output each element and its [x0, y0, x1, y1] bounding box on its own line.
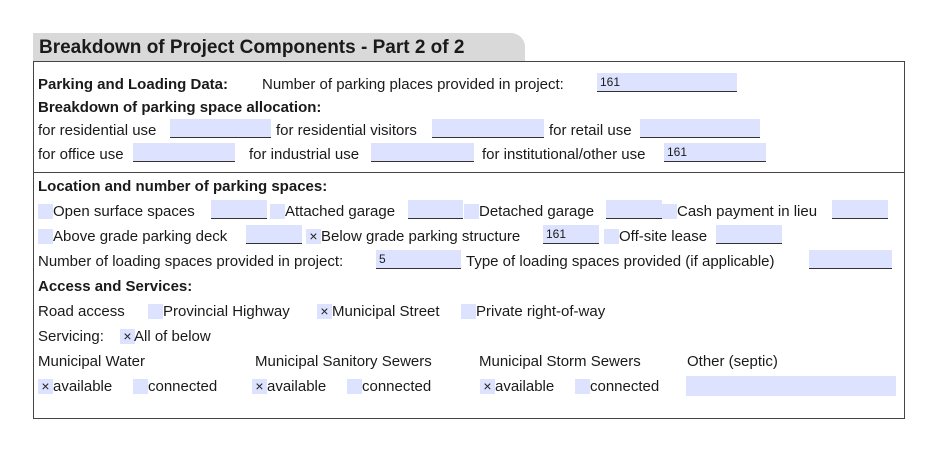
- detached-garage-checkbox[interactable]: [464, 204, 479, 219]
- storm-connected-label: connected: [590, 378, 660, 395]
- offsite-checkbox[interactable]: [604, 229, 619, 244]
- storm-available-label: available: [495, 378, 555, 395]
- below-grade-label: Below grade parking structure: [321, 228, 521, 245]
- location-heading: Location and number of parking spaces:: [38, 178, 328, 195]
- sanitary-available-label: available: [267, 378, 327, 395]
- office-field[interactable]: [133, 143, 235, 162]
- water-available-checkbox[interactable]: ×: [38, 379, 53, 394]
- servicing-label: Servicing:: [38, 328, 104, 345]
- cash-in-lieu-checkbox[interactable]: [662, 204, 677, 219]
- detached-garage-field[interactable]: [606, 200, 662, 219]
- industrial-label: for industrial use: [249, 146, 360, 163]
- sanitary-sewers-label: Municipal Sanitory Sewers: [255, 353, 432, 370]
- open-surface-checkbox[interactable]: [38, 204, 53, 219]
- open-surface-label: Open surface spaces: [53, 203, 195, 220]
- res-visitors-field[interactable]: [432, 119, 544, 138]
- private-row-label: Private right-of-way: [476, 303, 606, 320]
- provincial-highway-checkbox[interactable]: [148, 304, 163, 319]
- other-septic-label: Other (septic): [687, 353, 778, 370]
- parking-places-label: Number of parking places provided in project:: [262, 76, 564, 93]
- private-row-checkbox[interactable]: [461, 304, 476, 319]
- office-label: for office use: [38, 146, 124, 163]
- parking-heading: Parking and Loading Data:: [38, 76, 229, 93]
- loading-field[interactable]: 5: [376, 250, 461, 269]
- attached-garage-checkbox[interactable]: [270, 204, 285, 219]
- residential-field[interactable]: [170, 119, 271, 138]
- attached-garage-label: Attached garage: [285, 203, 396, 220]
- below-grade-field[interactable]: 161: [543, 225, 599, 244]
- municipal-water-label: Municipal Water: [38, 353, 145, 370]
- below-grade-checkbox[interactable]: ×: [306, 229, 321, 244]
- loading-type-label: Type of loading spaces provided (if applicable): [466, 253, 775, 270]
- other-septic-field[interactable]: [686, 376, 896, 396]
- access-heading: Access and Services:: [38, 278, 193, 295]
- retail-label: for retail use: [549, 122, 632, 139]
- all-below-checkbox[interactable]: ×: [120, 329, 135, 344]
- storm-available-checkbox[interactable]: ×: [480, 379, 495, 394]
- municipal-street-checkbox[interactable]: ×: [317, 304, 332, 319]
- allocation-heading: Breakdown of parking space allocation:: [38, 99, 322, 116]
- industrial-field[interactable]: [371, 143, 474, 162]
- institutional-field[interactable]: 161: [664, 143, 766, 162]
- parking-places-field[interactable]: 161: [597, 73, 737, 92]
- residential-label: for residential use: [38, 122, 157, 139]
- cash-in-lieu-label: Cash payment in lieu: [677, 203, 818, 220]
- storm-connected-checkbox[interactable]: [575, 379, 590, 394]
- road-access-label: Road access: [38, 303, 125, 320]
- water-connected-label: connected: [148, 378, 218, 395]
- cash-in-lieu-field[interactable]: [832, 200, 888, 219]
- loading-type-field[interactable]: [809, 250, 892, 269]
- attached-garage-field[interactable]: [408, 200, 463, 219]
- above-grade-label: Above grade parking deck: [53, 228, 228, 245]
- above-grade-checkbox[interactable]: [38, 229, 53, 244]
- open-surface-field[interactable]: [211, 200, 267, 219]
- institutional-label: for institutional/other use: [482, 146, 646, 163]
- water-connected-checkbox[interactable]: [133, 379, 148, 394]
- municipal-street-label: Municipal Street: [332, 303, 440, 320]
- offsite-label: Off-site lease: [619, 228, 708, 245]
- section-title: Breakdown of Project Components - Part 2 of 2: [39, 37, 465, 58]
- res-visitors-label: for residential visitors: [276, 122, 417, 139]
- storm-sewers-label: Municipal Storm Sewers: [479, 353, 641, 370]
- sanitary-connected-label: connected: [362, 378, 432, 395]
- provincial-highway-label: Provincial Highway: [163, 303, 290, 320]
- water-available-label: available: [53, 378, 113, 395]
- detached-garage-label: Detached garage: [479, 203, 595, 220]
- loading-label: Number of loading spaces provided in project:: [38, 253, 344, 270]
- above-grade-field[interactable]: [246, 225, 302, 244]
- retail-field[interactable]: [640, 119, 760, 138]
- offsite-field[interactable]: [716, 225, 782, 244]
- section-divider: [34, 172, 904, 173]
- all-below-label: All of below: [134, 328, 211, 345]
- sanitary-connected-checkbox[interactable]: [347, 379, 362, 394]
- sanitary-available-checkbox[interactable]: ×: [252, 379, 267, 394]
